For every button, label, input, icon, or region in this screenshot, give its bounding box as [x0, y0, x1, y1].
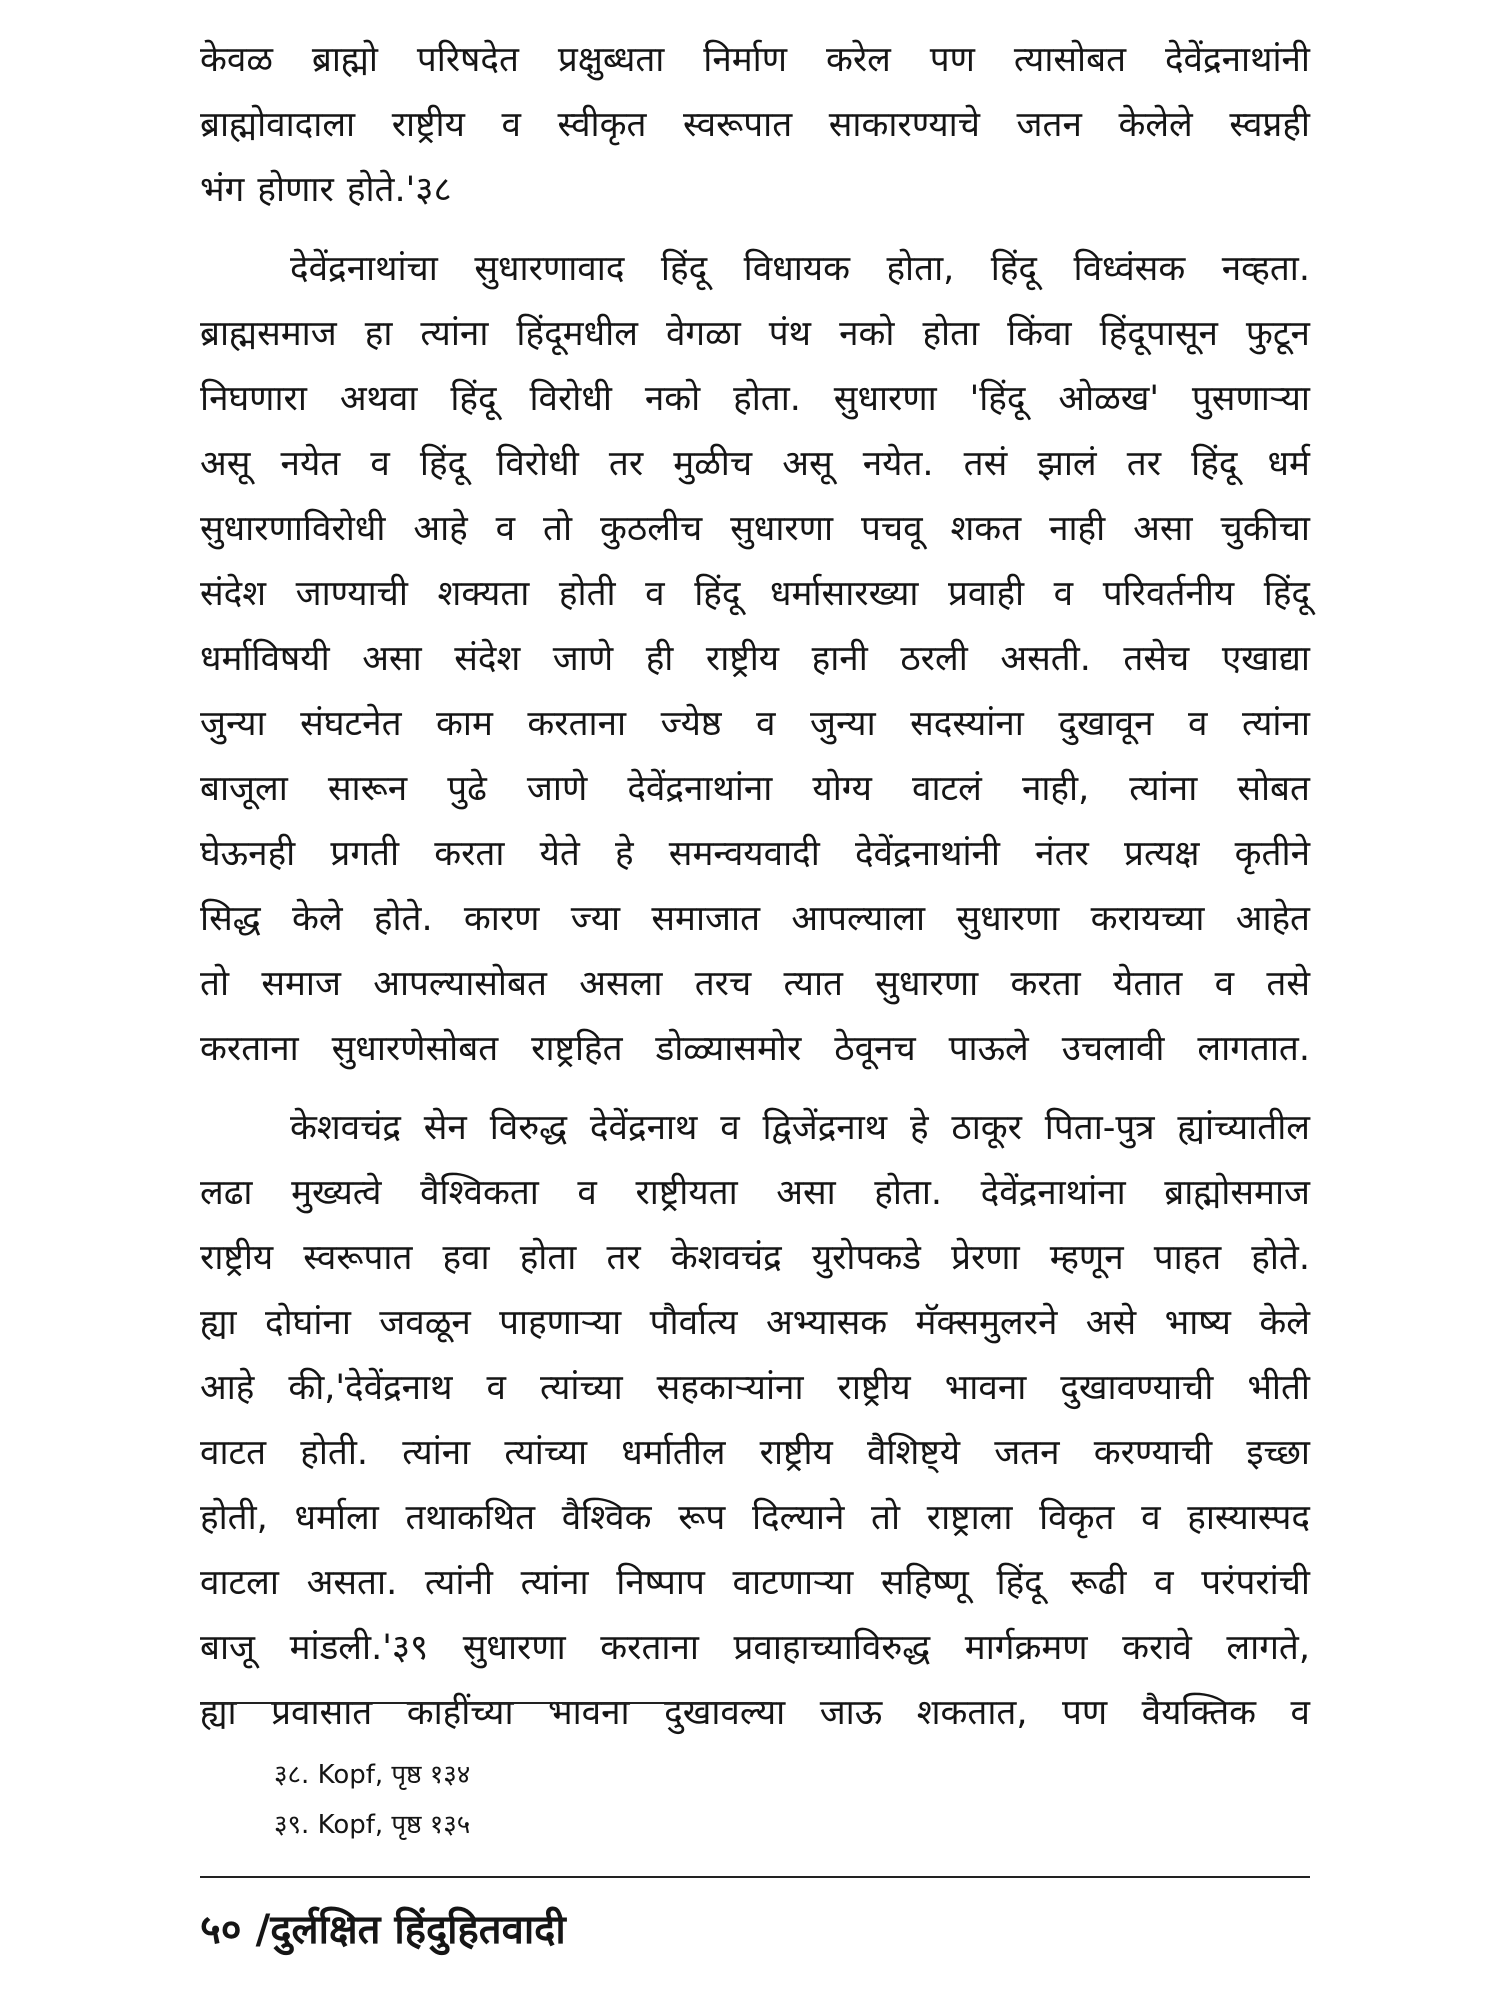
footnote-divider	[200, 1702, 772, 1704]
text-line: संदेश जाण्याची शक्यता होती व हिंदू धर्मासारख्या प्रवाही व परिवर्तनीय हिंदू	[200, 574, 1310, 614]
text-line: धर्माविषयी असा संदेश जाणे ही राष्ट्रीय हानी ठरली असती. तसेच एखाद्या	[200, 639, 1310, 679]
text-line: सिद्ध केले होते. कारण ज्या समाजात आपल्याला सुधारणा करायच्या आहेत	[200, 899, 1310, 939]
text-line: करताना सुधारणेसोबत राष्ट्रहित डोळ्यासमोर ठेवूनच पाऊले उचलावी लागतात.	[200, 1029, 1310, 1069]
text-line: ब्राह्मोवादाला राष्ट्रीय व स्वीकृत स्वरूपात साकारण्याचे जतन केलेले स्वप्नही	[200, 105, 1310, 145]
footnote-38: ३८. Kopf, पृष्ठ १३४	[274, 1760, 471, 1790]
footnotes	[274, 1750, 470, 1850]
paragraph-2	[200, 237, 1310, 1082]
page-body	[200, 28, 1310, 1746]
text-line: ह्या प्रवासात काहींच्या भावना दुखावल्या जाऊ शकतात, पण वैयक्तिक व	[200, 1693, 1310, 1733]
text-line: होती, धर्माला तथाकथित वैश्विक रूप दिल्याने तो राष्ट्राला विकृत व हास्यास्पद	[200, 1498, 1310, 1538]
text-line: केशवचंद्र सेन विरुद्ध देवेंद्रनाथ व द्विजेंद्रनाथ हे ठाकूर पिता-पुत्र ह्यांच्यातील	[290, 1108, 1310, 1148]
page-footer	[200, 1900, 580, 1960]
paragraph-1	[200, 28, 1310, 223]
text-line: केवळ ब्राह्मो परिषदेत प्रक्षुब्धता निर्माण करेल पण त्यासोबत देवेंद्रनाथांनी	[200, 40, 1310, 80]
text-line: ब्राह्मसमाज हा त्यांना हिंदूमधील वेगळा पंथ नको होता किंवा हिंदूपासून फुटून	[200, 314, 1310, 354]
paragraph-3	[200, 1096, 1310, 1746]
text-line: तो समाज आपल्यासोबत असला तरच त्यात सुधारणा करता येतात व तसे	[200, 964, 1310, 1004]
text-line: आहे की,'देवेंद्रनाथ व त्यांच्या सहकाऱ्यांना राष्ट्रीय भावना दुखावण्याची भीती	[200, 1368, 1310, 1408]
text-line: ह्या दोघांना जवळून पाहणाऱ्या पौर्वात्य अभ्यासक मॅक्समुलरने असे भाष्य केले	[200, 1303, 1310, 1343]
text-line: जुन्या संघटनेत काम करताना ज्येष्ठ व जुन्या सदस्यांना दुखावून व त्यांना	[200, 704, 1310, 744]
text-line: भंग होणार होते.'३८	[200, 170, 452, 210]
text-line: निघणारा अथवा हिंदू विरोधी नको होता. सुधारणा 'हिंदू ओळख' पुसणाऱ्या	[200, 379, 1310, 419]
book-title: /दुर्लक्षित हिंदुहितवादी	[255, 1907, 566, 1953]
text-line: असू नयेत व हिंदू विरोधी तर मुळीच असू नयेत. तसं झालं तर हिंदू धर्म	[200, 444, 1310, 484]
text-line: राष्ट्रीय स्वरूपात हवा होता तर केशवचंद्र युरोपकडे प्रेरणा म्हणून पाहत होते.	[200, 1238, 1310, 1278]
footer-divider	[200, 1876, 1310, 1878]
footnote-39: ३९. Kopf, पृष्ठ १३५	[274, 1810, 471, 1840]
text-line: घेऊनही प्रगती करता येते हे समन्वयवादी देवेंद्रनाथांनी नंतर प्रत्यक्ष कृतीने	[200, 834, 1310, 874]
text-line: वाटला असता. त्यांनी त्यांना निष्पाप वाटणाऱ्या सहिष्णू हिंदू रूढी व परंपरांची	[200, 1563, 1310, 1603]
text-line: बाजूला सारून पुढे जाणे देवेंद्रनाथांना योग्य वाटलं नाही, त्यांना सोबत	[200, 769, 1310, 809]
text-line: बाजू मांडली.'३९ सुधारणा करताना प्रवाहाच्याविरुद्ध मार्गक्रमण करावे लागते,	[200, 1628, 1310, 1668]
text-line: लढा मुख्यत्वे वैश्विकता व राष्ट्रीयता असा होता. देवेंद्रनाथांना ब्राह्मोसमाज	[200, 1173, 1310, 1213]
page-number: ५०	[200, 1907, 242, 1953]
text-line: वाटत होती. त्यांना त्यांच्या धर्मातील राष्ट्रीय वैशिष्ट्ये जतन करण्याची इच्छा	[200, 1433, 1310, 1473]
text-line: सुधारणाविरोधी आहे व तो कुठलीच सुधारणा पचवू शकत नाही असा चुकीचा	[200, 509, 1310, 549]
text-line: देवेंद्रनाथांचा सुधारणावाद हिंदू विधायक होता, हिंदू विध्वंसक नव्हता.	[290, 249, 1310, 289]
